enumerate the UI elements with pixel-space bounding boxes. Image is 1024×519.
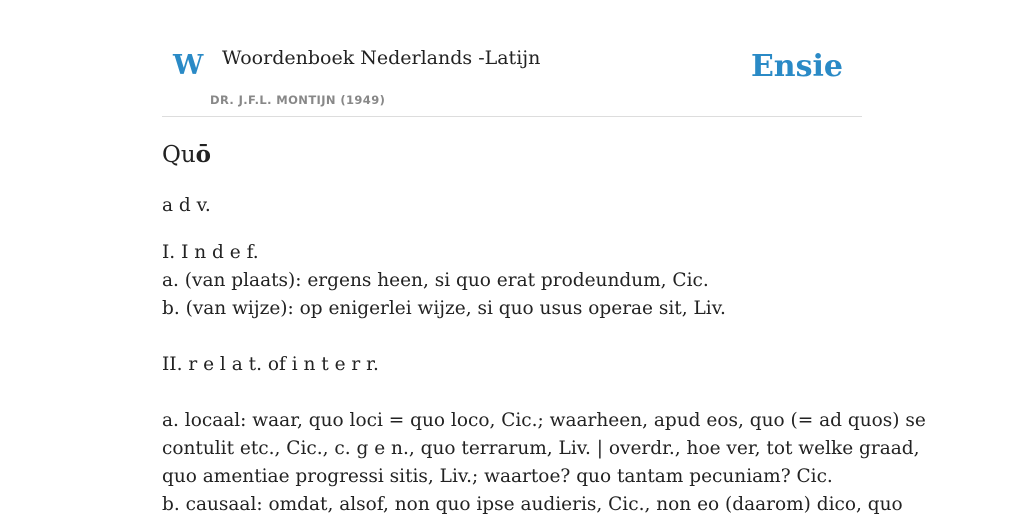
- dictionary-title[interactable]: Woordenboek Nederlands -Latijn: [222, 47, 541, 69]
- section-heading-indef: I. I n d e f.: [162, 242, 259, 263]
- ensie-logo-link[interactable]: Ensie: [750, 49, 843, 84]
- dictionary-logo-icon[interactable]: W: [173, 50, 204, 81]
- header: [162, 0, 862, 117]
- entry-title-macron: ō: [195, 141, 212, 168]
- entry-title-main: Qu: [162, 142, 196, 168]
- definition-line: contulit etc., Cic., c. g e n., quo terrarum, Liv. | overdr., hoe ver, tot welke graad,: [162, 438, 920, 459]
- entry-body: [162, 192, 926, 519]
- definition-line: b. (van wijze): op enigerlei wijze, si quo usus operae sit, Liv.: [162, 298, 726, 319]
- entry-title: [162, 140, 211, 170]
- definition-line: a. locaal: waar, quo loci = quo loco, Cic.; waarheen, apud eos, quo (= ad quos) se: [162, 410, 926, 431]
- dictionary-author: DR. J.F.L. MONTIJN (1949): [210, 93, 386, 107]
- part-of-speech: a d v.: [162, 195, 211, 216]
- definition-line: b. causaal: omdat, alsof, non quo ipse audieris, Cic., non eo (daarom) dico, quo: [162, 494, 903, 515]
- definition-line: a. (van plaats): ergens heen, si quo erat prodeundum, Cic.: [162, 270, 709, 291]
- definition-line: quo amentiae progressi sitis, Liv.; waartoe? quo tantam pecuniam? Cic.: [162, 466, 833, 487]
- section-heading-relat: II. r e l a t. of i n t e r r.: [162, 354, 379, 375]
